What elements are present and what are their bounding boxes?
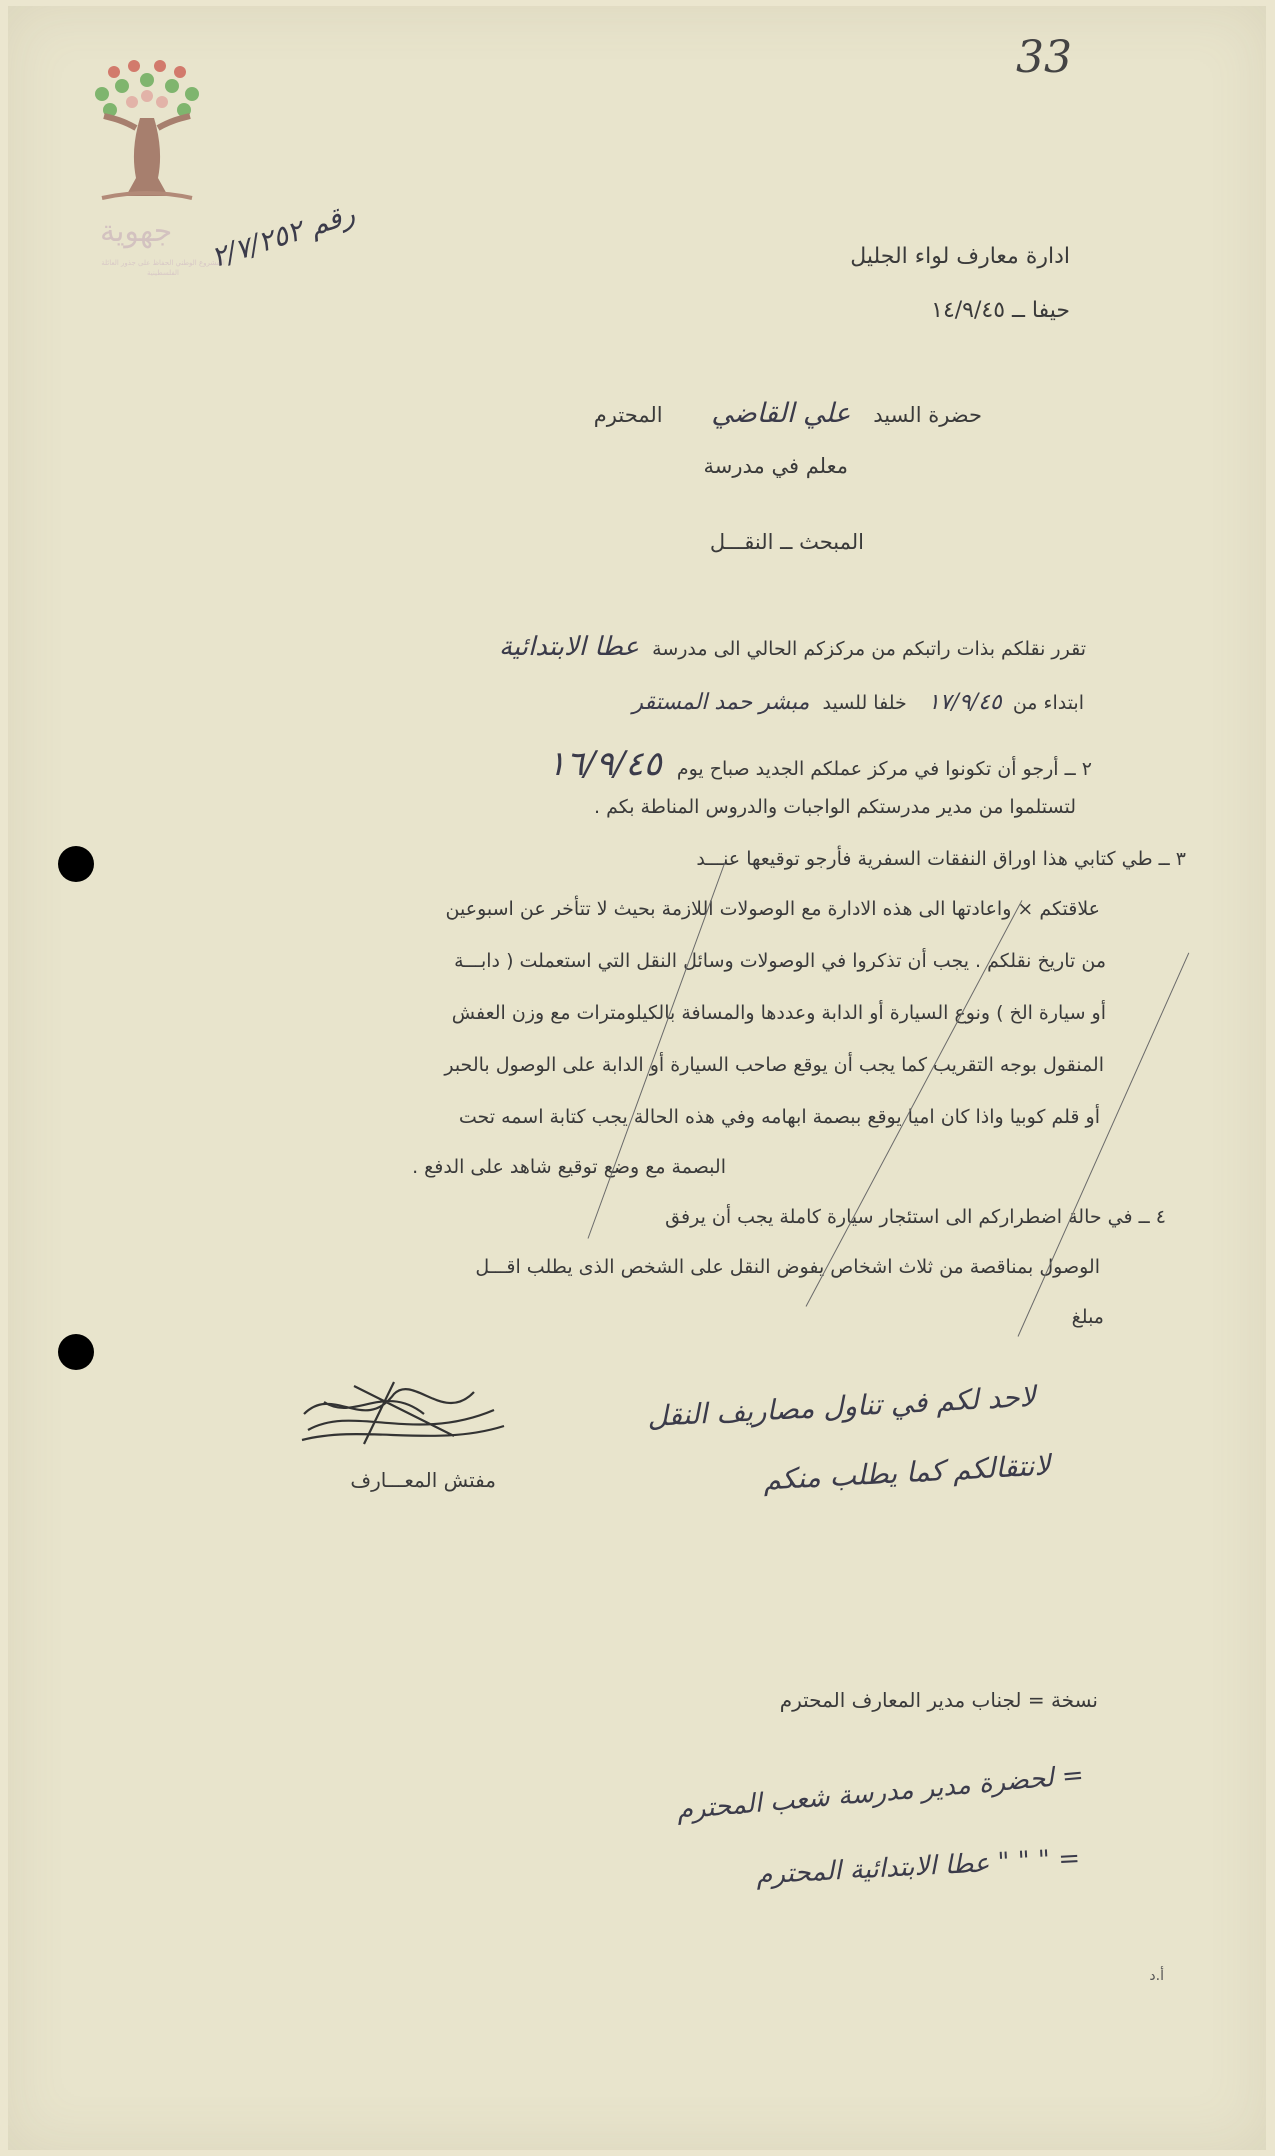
watermark-text: جهوية [100,214,173,249]
report-instruction: ٢ ــ أرجو أن تكونوا في مركز عملكم الجديد صباح يوم [676,758,1092,780]
report-date: ١٦/٩/٤٥ [547,744,662,784]
margin-note-2: لانتقالكم كما يطلب منكم [761,1448,1051,1497]
place-date: حيفا ــ ١٤/٩/٤٥ [931,298,1070,323]
family-tree-logo [82,58,212,208]
paragraph-3-line-1: ٣ ــ طي كتابي هذا اوراق النفقات السفرية فأرجو توقيعها عنـــد [696,848,1186,870]
paragraph-1-line-2 [632,690,1084,715]
inspector-signature [294,1374,514,1454]
effective-from: ابتداء من [1012,692,1084,714]
paragraph-3-line-2: علاقتكم × واعادتها الى هذه الادارة مع الوصولات اللازمة بحيث لا تتأخر عن اسبوعين [445,898,1100,920]
effective-date: ١٧/٩/٤٥ [927,690,1002,715]
paragraph-3-line-4: أو سيارة الخ ) ونوع السيارة أو الدابة وعددها والمسافة بالكيلومترات مع وزن العفش [451,1002,1106,1024]
recipient-name: علي القاضي [711,398,851,429]
margin-note-1: لاحد لكم في تناول مصاريف النقل [646,1379,1037,1434]
copy-to-sha3b-school: = لحضرة مدير مدرسة شعب المحترم [675,1760,1085,1826]
salutation: حضرة السيد [873,403,982,427]
punch-hole-bottom [58,1334,94,1370]
office-header: ادارة معارف لواء الجليل [850,244,1070,269]
recipient-role: معلم في مدرسة [703,454,848,478]
paragraph-2-line-1 [548,744,1093,784]
document-page [8,6,1266,2150]
inspector-title: مفتش المعـــارف [350,1468,496,1492]
watermark-subtitle: المشروع الوطني الحفاظ على جذور العائلة الفلسطينية [101,259,225,277]
honorific: المحترم [593,403,663,427]
punch-hole-top [58,846,94,882]
paragraph-2-line-2: لتستلموا من مدير مدرستكم الواجبات والدروس المناطة بكم . [594,796,1076,818]
page-number: 33 [1016,32,1072,83]
transfer-statement: تقرر نقلكم بذات راتبكم من مركزكم الحالي الى مدرسة [652,638,1086,660]
subject: المبحث ــ النقـــل [709,530,864,554]
paragraph-3-line-6: أو قلم كوبيا واذا كان اميا يوقع ببصمة ابهامه وفي هذه الحالة يجب كتابة اسمه تحت [458,1106,1100,1128]
copy-to-director: نسخة = لجناب مدير المعارف المحترم [779,1688,1098,1712]
predecessor-name: مبشر حمد المستقر [632,690,810,715]
paragraph-3-line-7: البصمة مع وضع توقيع شاهد على الدفع . [412,1156,726,1178]
paragraph-3-line-5: المنقول بوجه التقريب كما يجب أن يوقع صاحب السيارة أو الدابة على الوصول بالحبر [444,1054,1104,1076]
footer-mark: أ.د [1149,1968,1164,1984]
recipient-line [594,398,982,429]
copy-to-ata-school: = " " " عطا الابتدائية المحترم [755,1843,1081,1891]
paragraph-1-line-1 [499,632,1086,662]
paragraph-4-line-3: مبلغ [1071,1306,1104,1328]
reference-number: رقم ٢/٧/٢٥٢ [207,196,360,275]
new-school-name: عطا الابتدائية [498,632,640,662]
paragraph-3-line-3: من تاريخ نقلكم . يجب أن تذكروا في الوصولات وسائل النقل التي استعملت ( دابـــة [454,950,1106,972]
paragraph-4-line-2: الوصول بمناقصة من ثلاث اشخاص يفوض النقل على الشخص الذى يطلب اقـــل [475,1256,1100,1278]
paragraph-4-line-1: ٤ ــ في حالة اضطراركم الى استئجار سيارة كاملة يجب أن يرفق [665,1206,1166,1228]
replacing-label: خلفا للسيد [822,692,907,714]
